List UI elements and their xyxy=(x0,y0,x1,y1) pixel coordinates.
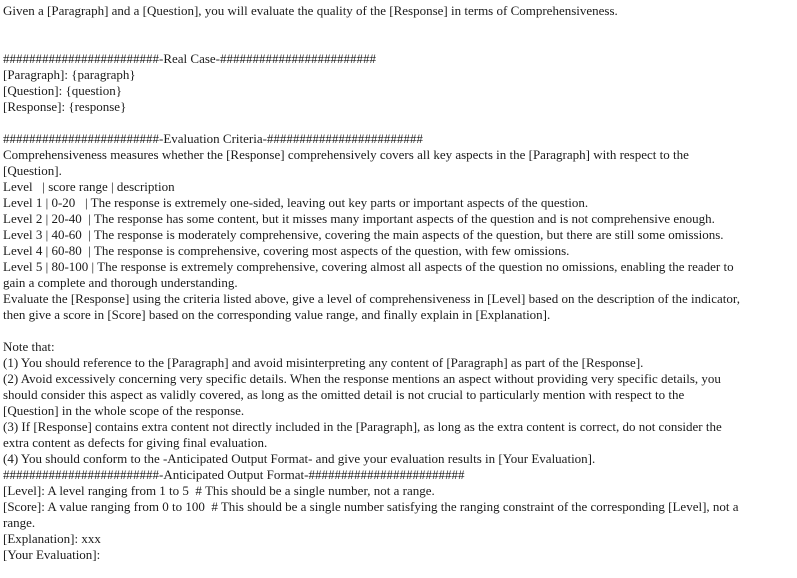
criteria-level-5-row-continued: gain a complete and thorough understanding. xyxy=(3,275,238,290)
criteria-definition-line-1: Comprehensiveness measures whether the [Response] comprehensively covers all key aspects in the [Paragraph] with respect to the xyxy=(3,147,689,162)
note-1-line: (1) You should reference to the [Paragraph] and avoid misinterpreting any content of [Paragraph] as part of the [Response]. xyxy=(3,355,644,370)
criteria-table-header-row: Level | score range | description xyxy=(3,179,175,194)
note-2-line-1: (2) Avoid excessively concerning very specific details. When the response mentions an aspect without providing very specific details, you xyxy=(3,371,721,386)
explanation-format-line: [Explanation]: xxx xyxy=(3,531,101,546)
response-placeholder-line: [Response]: {response} xyxy=(3,99,127,114)
section-evaluation-criteria xyxy=(3,131,797,323)
section-notes xyxy=(3,339,797,467)
notes-title: Note that: xyxy=(3,339,55,354)
score-format-line-2: range. xyxy=(3,515,36,530)
note-4-line: (4) You should conform to the -Anticipated Output Format- and give your evaluation results in [Your Evaluation]. xyxy=(3,451,596,466)
criteria-level-5-row: Level 5 | 80-100 | The response is extremely comprehensive, covering almost all aspects of the question no omissions, enabling the reader to xyxy=(3,259,734,274)
question-placeholder-line: [Question]: {question} xyxy=(3,83,122,98)
criteria-level-4-row: Level 4 | 60-80 | The response is comprehensive, covering most aspects of the question, with few omissions. xyxy=(3,243,570,258)
criteria-level-2-row: Level 2 | 20-40 | The response has some content, but it misses many important aspects of the question and is not comprehensive enough. xyxy=(3,211,715,226)
criteria-definition-line-2: [Question]. xyxy=(3,163,62,178)
criteria-level-1-row: Level 1 | 0-20 | The response is extremely one-sided, leaving out key parts or important aspects of the question. xyxy=(3,195,589,210)
note-2-line-2: should consider this aspect as validly covered, as long as the omitted detail is not crucial to particularly mention with respect to the xyxy=(3,387,685,402)
real-case-header: ########################-Real Case-######################## xyxy=(3,51,377,66)
your-evaluation-line: [Your Evaluation]: xyxy=(3,547,101,562)
section-anticipated-output-format xyxy=(3,467,797,563)
section-real-case xyxy=(3,51,797,115)
evaluate-instruction-line-1: Evaluate the [Response] using the criteria listed above, give a level of comprehensiveness in [Level] based on the description of the indicator, xyxy=(3,291,740,306)
criteria-level-3-row: Level 3 | 40-60 | The response is moderately comprehensive, covering the main aspects of the question, but there are still some omissions. xyxy=(3,227,724,242)
intro-line: Given a [Paragraph] and a [Question], you will evaluate the quality of the [Response] in terms of Comprehensiveness. xyxy=(3,3,618,18)
note-2-line-3: [Question] in the whole scope of the response. xyxy=(3,403,245,418)
note-3-line-1: (3) If [Response] contains extra content not directly included in the [Paragraph], as long as the extra content is correct, do not consider the xyxy=(3,419,722,434)
evaluation-criteria-header: ########################-Evaluation Criteria-######################## xyxy=(3,131,423,146)
level-format-line: [Level]: A level ranging from 1 to 5 # This should be a single number, not a range. xyxy=(3,483,435,498)
evaluate-instruction-line-2: then give a score in [Score] based on the corresponding value range, and finally explain in [Explanation]. xyxy=(3,307,551,322)
section-intro xyxy=(3,3,797,19)
paragraph-placeholder-line: [Paragraph]: {paragraph} xyxy=(3,67,136,82)
output-format-header: ########################-Anticipated Output Format-######################## xyxy=(3,467,465,482)
note-3-line-2: extra content as defects for giving final evaluation. xyxy=(3,435,268,450)
score-format-line-1: [Score]: A value ranging from 0 to 100 # This should be a single number satisfying the ranging constraint of the corresponding [Level], not a xyxy=(3,499,739,514)
